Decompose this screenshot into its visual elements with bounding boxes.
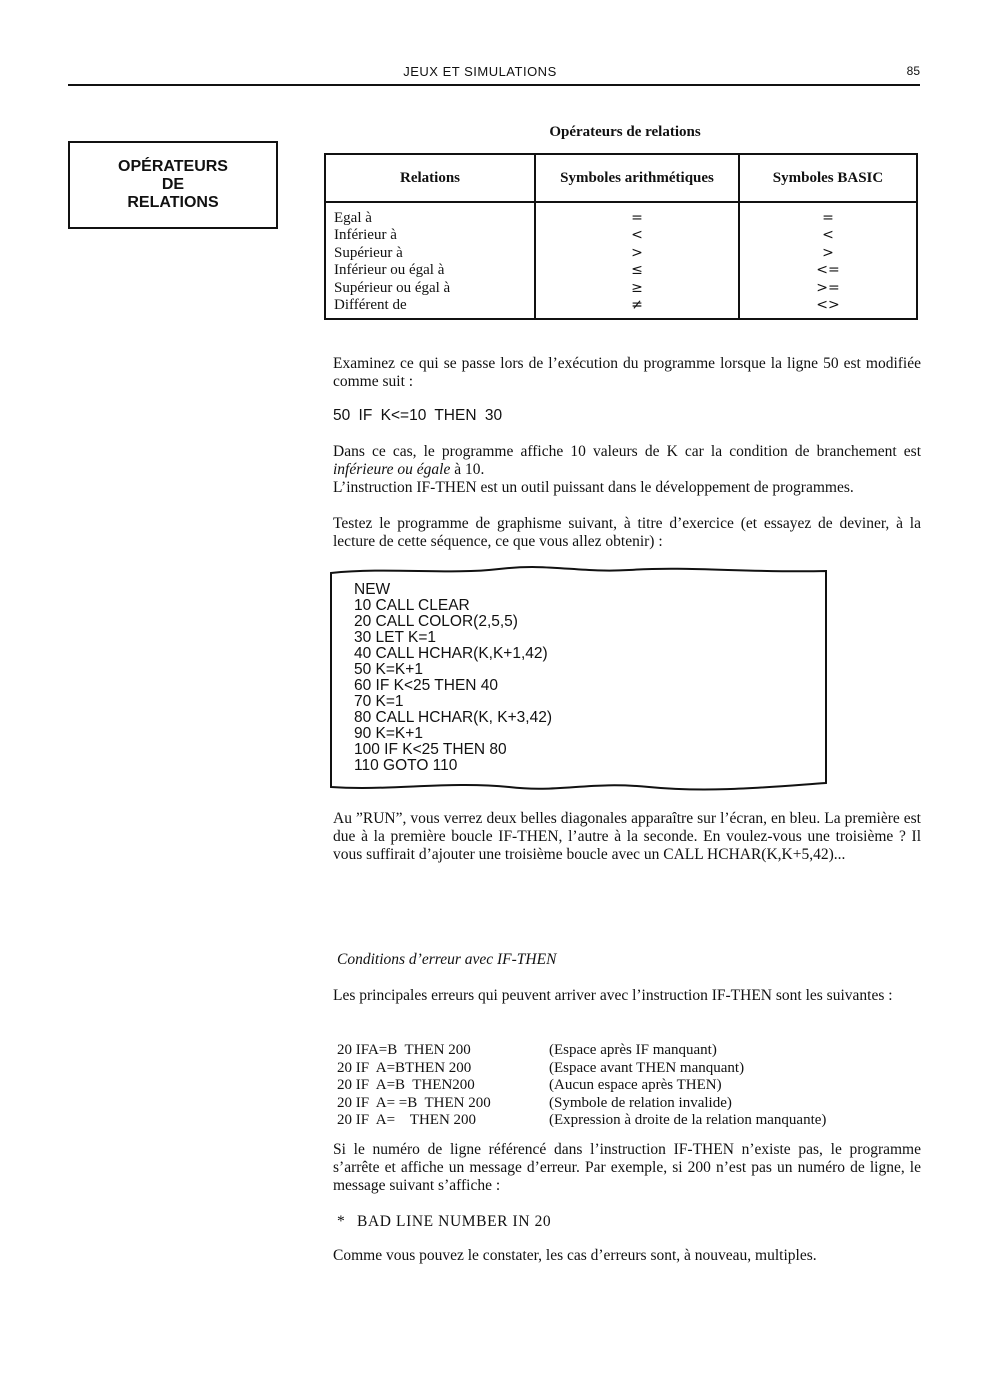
basic-symbol: <> (816, 297, 840, 314)
header-rule (68, 84, 920, 86)
error-description: (Symbole de relation invalide) (549, 1094, 732, 1111)
paragraph-conclusion: Comme vous pouvez le constater, les cas d’erreurs sont, à nouveau, multiples. (333, 1247, 817, 1264)
listing-line: 20 CALL COLOR(2,5,5) (354, 613, 518, 630)
listing-lines (354, 582, 552, 774)
error-examples (337, 1042, 826, 1130)
paragraph-line-not-found: Si le numéro de ligne référencé dans l’instruction IF-THEN n’existe pas, le programme s’arrête et affiche un message d’erreur. Par exemple, si 200 n’est pas un numéro de ligne, le message suivant s’affiche : (333, 1141, 921, 1194)
paragraph-run: Au ”RUN”, vous verrez deux belles diagonales apparaître sur l’écran, en bleu. La première est due à la première boucle IF-THEN, l’autre à la seconde. En voulez-vous une troisième ? Il vous suffirait d’ajouter une troisième boucle avec un CALL HCHAR(K,K+5,42)... (333, 810, 921, 863)
emphasis-text: inférieure ou égale (333, 461, 451, 478)
basic-symbol: >= (816, 279, 840, 296)
listing-line: 40 CALL HCHAR(K,K+1,42) (354, 645, 548, 662)
program-listing (329, 561, 829, 797)
error-message-text: BAD LINE NUMBER IN 20 (357, 1213, 552, 1230)
table-caption: Opérateurs de relations (549, 124, 701, 140)
arith-symbol: ≠ (631, 297, 643, 314)
listing-line: 80 CALL HCHAR(K, K+3,42) (354, 709, 552, 726)
header-basic-symbols: Symboles BASIC (739, 154, 917, 202)
arith-symbol: < (631, 227, 643, 244)
listing-line: NEW (354, 581, 391, 598)
error-description: (Aucun espace après THEN) (549, 1077, 722, 1093)
error-row (337, 1095, 826, 1113)
relations-column (325, 202, 535, 319)
running-header-title: JEUX ET SIMULATIONS (403, 64, 557, 79)
relation-name: Supérieur ou égal à (334, 279, 451, 296)
relation-name: Différent de (334, 297, 407, 314)
error-code: 20 IF A= THEN 200 (337, 1112, 477, 1128)
error-code: 20 IF A=B THEN200 (337, 1077, 475, 1093)
error-row (337, 1077, 826, 1095)
paragraph-testez: Testez le programme de graphisme suivant, à titre d’exercice (et essayez de deviner, à la lecture de cette séquence, ce que vous allez obtenir) : (333, 515, 921, 550)
error-row (337, 1112, 826, 1130)
basic-symbols-column (739, 202, 917, 319)
side-heading-text: OPÉRATEURS DE RELATIONS (118, 158, 228, 211)
side-heading-box (68, 141, 278, 229)
error-description: (Espace après IF manquant) (549, 1042, 717, 1058)
arith-symbol: > (631, 244, 643, 261)
paragraph-text: Dans ce cas, le programme affiche 10 valeurs de K car la condition de branchement est (333, 443, 921, 460)
paragraph-if-then-tool: L’instruction IF-THEN est un outil puissant dans le développement de programmes. (333, 479, 854, 496)
basic-symbol: > (822, 244, 834, 261)
error-row (337, 1060, 826, 1078)
arith-symbol: ≤ (631, 262, 643, 279)
paragraph-errors-intro: Les principales erreurs qui peuvent arriver avec l’instruction IF-THEN sont les suivantes : (333, 987, 893, 1004)
error-code: 20 IFA=B THEN 200 (337, 1042, 471, 1058)
header-relations: Relations (325, 154, 535, 202)
listing-line: 50 K=K+1 (354, 661, 423, 678)
basic-symbol: < (822, 227, 834, 244)
relation-name: Supérieur à (334, 244, 403, 261)
code-line-50: 50 IF K<=10 THEN 30 (333, 407, 503, 424)
listing-line: 90 K=K+1 (354, 725, 423, 742)
paragraph-dans-ce-cas (333, 443, 921, 479)
listing-line: 100 IF K<25 THEN 80 (354, 741, 507, 758)
listing-line: 60 IF K<25 THEN 40 (354, 677, 499, 694)
paragraph-text: à 10. (450, 461, 485, 478)
error-description: (Expression à droite de la relation manquante) (549, 1112, 827, 1128)
page-number: 85 (906, 64, 920, 78)
error-code: 20 IF A=BTHEN 200 (337, 1059, 472, 1076)
listing-line: 70 K=1 (354, 693, 404, 710)
listing-line: 30 LET K=1 (354, 629, 437, 646)
error-description: (Espace avant THEN manquant) (549, 1059, 745, 1076)
section-heading: Conditions d’erreur avec IF-THEN (337, 951, 557, 968)
relation-name: Inférieur à (334, 227, 397, 244)
listing-line: 110 GOTO 110 (354, 757, 458, 774)
error-row (337, 1042, 826, 1060)
error-code: 20 IF A= =B THEN 200 (337, 1094, 491, 1111)
relation-name: Inférieur ou égal à (334, 262, 445, 279)
listing-line: 10 CALL CLEAR (354, 597, 470, 614)
error-message (337, 1213, 551, 1231)
relation-name: Egal à (334, 210, 372, 226)
arith-symbol: = (631, 210, 643, 226)
basic-symbol: = (822, 210, 834, 226)
arith-symbol: ≥ (631, 279, 643, 296)
basic-symbol: <= (816, 262, 840, 279)
header-arith-symbols: Symboles arithmétiques (535, 154, 739, 202)
relations-table (324, 153, 918, 320)
bullet-icon: * (337, 1213, 346, 1230)
arith-symbols-column (535, 202, 739, 319)
paragraph-examine: Examinez ce qui se passe lors de l’exécution du programme lorsque la ligne 50 est modifiée comme suit : (333, 355, 921, 390)
